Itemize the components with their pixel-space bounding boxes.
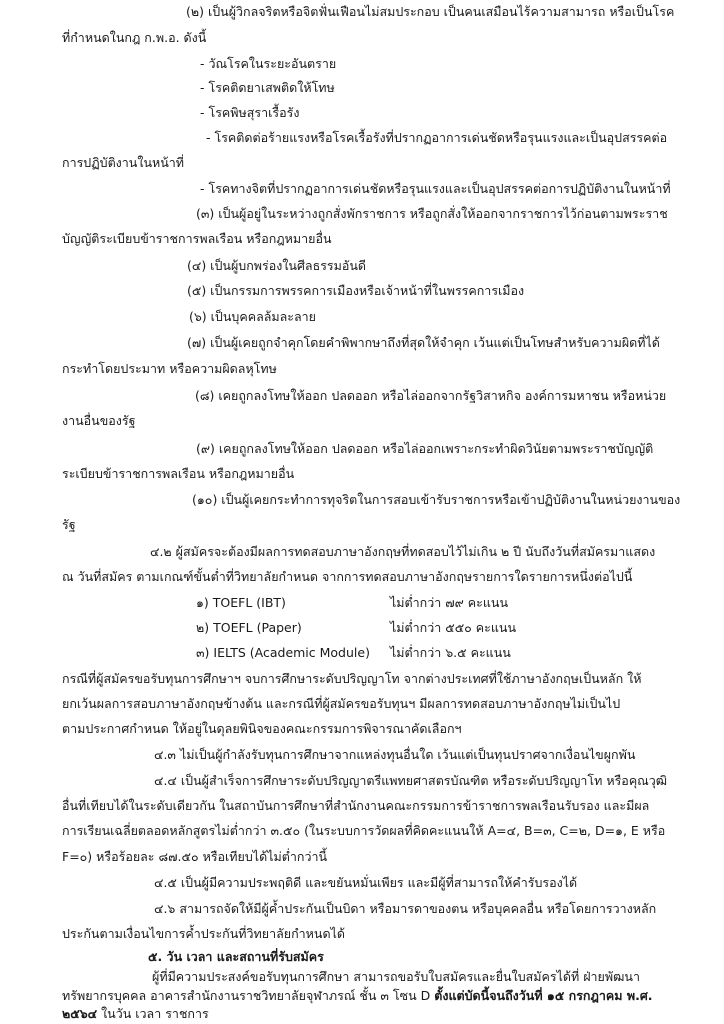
text-line: (๙) เคยถูกลงโทษให้ออก ปลดออก หรือไล่ออกเพราะกระทำผิดวินัยตามพระราชบัญญัติ: [196, 441, 654, 456]
text-line: บัญญัติระเบียบข้าราชการพลเรือน หรือกฎหมายอื่น: [62, 231, 332, 246]
deadline-year: ๒๕๖๔: [62, 1006, 98, 1021]
text-line: ยกเว้นผลการสอบภาษาอังกฤษข้างต้น และกรณีที่ผู้สมัครขอรับทุนฯ มีผลการทดสอบภาษาอังกฤษไม่เป็นไป: [62, 696, 621, 711]
text-line: ๔.๔ เป็นผู้สำเร็จการศึกษาระดับปริญญาตรีแพทยศาสตรบัณฑิต หรือระดับปริญญาโท หรือคุณวุฒิ: [154, 773, 668, 788]
text-line: - โรคติดต่อร้ายแรงหรือโรคเรื้อรังที่ปรากฏอาการเด่นชัดหรือรุนแรงและเป็นอุปสรรคต่อ: [206, 130, 668, 145]
text-line: ๔.๕ เป็นผู้มีความประพฤติดี และขยันหมั่นเพียร และมีผู้ที่สามารถให้คำรับรองได้: [154, 875, 578, 890]
text-line: (๔) เป็นผู้บกพร่องในศีลธรรมอันดี: [187, 258, 367, 273]
text-line: (๘) เคยถูกลงโทษให้ออก ปลดออก หรือไล่ออกจากรัฐวิสาหกิจ องค์การมหาชน หรือหน่วย: [195, 388, 667, 403]
text-line: (๑๐) เป็นผู้เคยกระทำการทุจริตในการสอบเข้ารับราชการหรือเข้าปฏิบัติงานในหน่วยงานของ: [192, 492, 681, 507]
text-line: ระเบียบข้าราชการพลเรือน หรือกฎหมายอื่น: [62, 466, 295, 481]
text-line: ที่กำหนดในกฎ ก.พ.อ. ดังนี้: [62, 30, 207, 45]
test-score: ไม่ต่ำกว่า ๕๕๐ คะแนน: [390, 620, 516, 635]
text-span: ในวัน เวลา ราชการ: [97, 1006, 209, 1021]
text-line: ตามประกาศกำหนด ให้อยู่ในดุลยพินิจของคณะกรรมการพิจารณาคัดเลือกฯ: [62, 721, 462, 736]
text-line: ๔.๒ ผู้สมัครจะต้องมีผลการทดสอบภาษาอังกฤษที่ทดสอบไว้ไม่เกิน ๒ ปี นับถึงวันที่สมัครมาแสดง: [150, 544, 656, 559]
text-line: ๔.๖ สามารถจัดให้มีผู้ค้ำประกันเป็นบิดา หรือมารดาของตน หรือบุคคลอื่น หรือโดยการวางหลัก: [154, 901, 657, 916]
text-line: - โรคพิษสุราเรื้อรัง: [200, 105, 300, 120]
text-line: - โรคทางจิตที่ปรากฏอาการเด่นชัดหรือรุนแรงและเป็นอุปสรรคต่อการปฏิบัติงานในหน้าที่: [200, 181, 671, 196]
test-score: ไม่ต่ำกว่า ๗๙ คะแนน: [390, 595, 508, 610]
test-score: ไม่ต่ำกว่า ๖.๕ คะแนน: [390, 645, 511, 660]
text-line: (๓) เป็นผู้อยู่ในระหว่างถูกสั่งพักราชการ หรือถูกสั่งให้ออกจากราชการไว้ก่อนตามพระราช: [196, 206, 668, 221]
test-name: ๓) IELTS (Academic Module): [196, 645, 370, 660]
text-line: การปฏิบัติงานในหน้าที่: [62, 155, 185, 170]
text-line: ผู้ที่มีความประสงค์ขอรับทุนการศึกษา สามารถขอรับใบสมัครและยื่นใบสมัครได้ที่ ฝ่ายพัฒนา: [152, 969, 640, 984]
text-line: (๒) เป็นผู้วิกลจริตหรือจิตฟั่นเฟือนไม่สมประกอบ เป็นคนเสมือนไร้ความสามารถ หรือเป็นโรค: [186, 4, 675, 19]
text-line: - วัณโรคในระยะอันตราย: [200, 56, 337, 71]
text-line: (๗) เป็นผู้เคยถูกจำคุกโดยคำพิพากษาถึงที่สุดให้จำคุก เว้นแต่เป็นโทษสำหรับความผิดที่ได้: [187, 335, 660, 350]
text-line: กระทำโดยประมาท หรือความผิดลหุโทษ: [62, 361, 277, 376]
text-line: - โรคติดยาเสพติดให้โทษ: [200, 80, 335, 95]
text-line: งานอื่นของรัฐ: [62, 413, 136, 428]
text-line: อื่นที่เทียบได้ในระดับเดียวกัน ในสถาบันการศึกษาที่สำนักงานคณะกรรมการข้าราชการพลเรือนรับรอง และมีผล: [62, 798, 650, 813]
text-line: กรณีที่ผู้สมัครขอรับทุนการศึกษาฯ จบการศึกษาระดับปริญญาโท จากต่างประเทศที่ใช้ภาษาอังกฤษเป็นหลัก ให้: [62, 671, 642, 686]
text-line: ประกันตามเงื่อนไขการค้ำประกันที่วิทยาลัยกำหนดได้: [62, 926, 345, 941]
text-span: ทรัพยากรบุคคล อาคารสำนักงานราชวิทยาลัยจุฬาภรณ์ ชั้น ๓ โซน D: [62, 988, 435, 1003]
deadline-text: ตั้งแต่บัดนี้จนถึงวันที่ ๑๕ กรกฎาคม พ.ศ.: [434, 988, 653, 1003]
text-line: F=๐) หรือร้อยละ ๘๗.๕๐ หรือเทียบได้ไม่ต่ำกว่านี้: [62, 849, 328, 864]
test-name: ๑) TOEFL (IBT): [196, 595, 286, 610]
text-line: [62, 987, 653, 1005]
text-line: ๔.๓ ไม่เป็นผู้กำลังรับทุนการศึกษาจากแหล่งทุนอื่นใด เว้นแต่เป็นทุนปราศจากเงื่อนไขผูกพัน: [154, 747, 636, 762]
text-line: (๕) เป็นกรรมการพรรคการเมืองหรือเจ้าหน้าที่ในพรรคการเมือง: [187, 283, 525, 298]
text-line: [62, 1005, 209, 1023]
test-name: ๒) TOEFL (Paper): [196, 620, 302, 635]
section-heading: ๕. วัน เวลา และสถานที่รับสมัคร: [148, 949, 324, 964]
text-line: การเรียนเฉลี่ยตลอดหลักสูตรไม่ต่ำกว่า ๓.๕๐ (ในระบบการวัดผลที่คิดคะแนนให้ A=๔, B=๓, C=๒, D=๑, E หรือ: [62, 823, 666, 838]
text-line: ณ วันที่สมัคร ตามเกณฑ์ขั้นต่ำที่วิทยาลัยกำหนด จากการทดสอบภาษาอังกฤษรายการใดรายการหนึ่งต่อไปนี้: [62, 569, 633, 584]
text-line: (๖) เป็นบุคคลล้มละลาย: [189, 309, 317, 324]
text-line: รัฐ: [62, 517, 76, 532]
